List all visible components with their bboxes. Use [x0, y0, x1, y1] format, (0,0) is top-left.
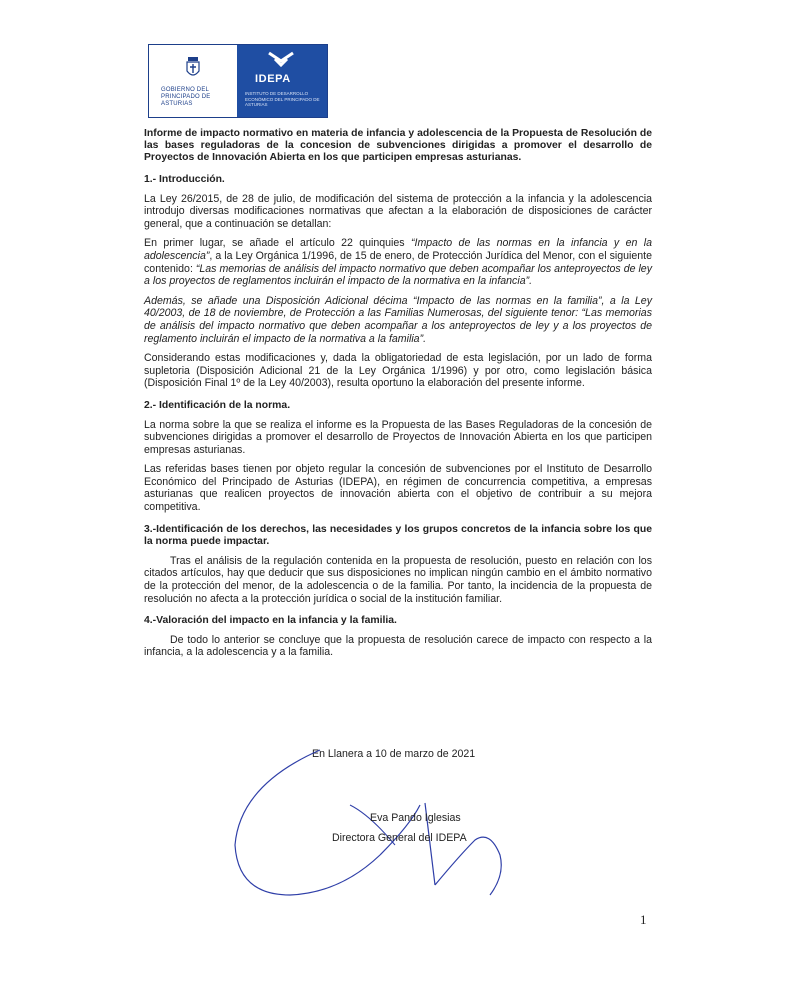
- document-title: Informe de impacto normativo en materia de infancia y adolescencia de la Propuesta de Resolución de las bases reguladoras de la concesion de subvenciones dirigidas a promover el desarrollo de Proyectos de Innovación Abierta en los que participen empresas asturianas.: [144, 128, 652, 163]
- section-1-paragraph-4: Considerando estas modificaciones y, dada la obligatoriedad de esta legislación, por un lado de forma supletoria (Disposición Adicional 21 de la Ley Orgánica 1/1996) y por otro, como legislación básica (Disposición Final 1º de la Ley 40/2003), resulta oportuno la elaboración del presente informe.: [144, 352, 652, 390]
- section-heading-4: 4.-Valoración del impacto en la infancia y la familia.: [144, 615, 397, 627]
- asturias-crest-icon: [185, 57, 201, 79]
- document-body: [144, 128, 652, 666]
- p2-italic-quote: “Las memorias de análisis del impacto normativo que deben acompañar los anteproyectos de ley a los proyectos de reglamentos incluirán el impacto de la normativa en la infancia”.: [144, 262, 652, 288]
- idepa-mark-icon: [267, 51, 295, 67]
- signatory-role: Directora General del IDEPA: [332, 832, 467, 844]
- section-4-paragraph-1: De todo lo anterior se concluye que la propuesta de resolución carece de impacto con respecto a la infancia, a la adolescencia y a la familia.: [144, 633, 652, 659]
- p2-middle: , a la Ley Orgánica 1/1996, de 15 de enero, de Protección Jurídica del Menor, con el siguiente contenido:: [144, 249, 652, 275]
- place-and-date: En Llanera a 10 de marzo de 2021: [312, 748, 476, 760]
- handwritten-signature: [220, 745, 520, 905]
- p2-italic-title: “Impacto de las normas en la infancia y en la adolescencia”: [144, 237, 652, 262]
- p2-lead: En primer lugar, se añade el artículo 22 quinquies: [144, 237, 411, 250]
- section-1-paragraph-3: Además, se añade una Disposición Adicional décima “Impacto de las normas en la familia”, a la Ley 40/2003, de 18 de noviembre, de Protección a las Familias Numerosas, del siguiente tenor: “Las memorias de análisis del impacto normativo que deben acompañar a los anteproyectos de ley y a los proyectos de reglamento incluirán el impacto de la normativa a la familia”.: [144, 294, 652, 345]
- section-3-paragraph-1: Tras el análisis de la regulación contenida en la propuesta de resolución, puesto en relación con los citados artículos, hay que deducir que sus disposiciones no implican ningún cambio en el ámbito normativo de la protección del menor, de la adolescencia o de la familia. Por tanto, la incidencia de la propuesta de resolución no afecta a la protección jurídica o social de la institución familiar.: [144, 554, 652, 605]
- section-1-paragraph-1: La Ley 26/2015, de 28 de julio, de modificación del sistema de protección a la infancia y la adolescencia introdujo diversas modificaciones normativas que afectan a la elaboración de disposiciones de carácter general, que a continuación se detallan:: [144, 192, 652, 230]
- government-logo-text: GOBIERNO DEL PRINCIPADO DE ASTURIAS: [161, 87, 211, 107]
- government-logo: [149, 45, 237, 117]
- idepa-logo: [237, 45, 327, 117]
- idepa-logo-subtitle: INSTITUTO DE DESARROLLO ECONÓMICO DEL PRINCIPADO DE ASTURIAS: [245, 91, 320, 107]
- section-2-paragraph-1: La norma sobre la que se realiza el informe es la Propuesta de las Bases Reguladoras de la concesión de subvenciones dirigidas a promover el desarrollo de Proyectos de Innovación Abierta en los que participen empresas asturianas.: [144, 418, 652, 456]
- section-2-paragraph-2: Las referidas bases tienen por objeto regular la concesión de subvenciones por el Instituto de Desarrollo Económico del Principado de Asturias (IDEPA), en régimen de concurrencia competitiva, a empresas asturianas que realicen proyectos de innovación abierta con el objetivo de contribuir a su mejora competitiva.: [144, 463, 652, 514]
- section-1-paragraph-2: [144, 237, 652, 287]
- idepa-logo-name: IDEPA: [255, 73, 291, 85]
- header-logo-block: [148, 44, 328, 118]
- section-heading-2: 2.- Identificación de la norma.: [144, 399, 291, 411]
- signatory-name: Eva Pando Iglesias: [370, 812, 461, 824]
- page-number: 1: [640, 912, 647, 927]
- section-heading-3: 3.-Identificación de los derechos, las necesidades y los grupos concretos de la infancia sobre los que la norma puede impactar.: [144, 523, 652, 548]
- section-heading-1: 1.- Introducción.: [144, 174, 225, 185]
